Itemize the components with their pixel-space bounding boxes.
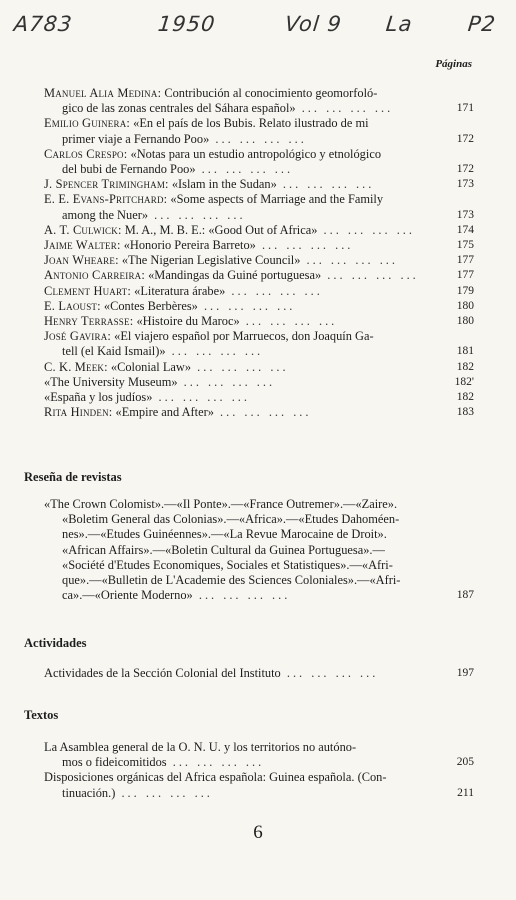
entry-title-line: «Mandingas da Guiné portuguesa»: [148, 268, 322, 283]
entry-author: E. E. Evans-Pritchard:: [44, 192, 168, 207]
toc-entry: [44, 284, 474, 299]
section-heading-actividades: Actividades: [24, 636, 87, 650]
entry-author: Clement Huart:: [44, 283, 132, 298]
entry-title-line: nes».—«Etudes Guinéennes».—«La Revue Marocaine de Droit».: [62, 527, 387, 542]
toc-entry: [44, 390, 474, 405]
entry-page-number: 180: [456, 315, 474, 328]
leader-dots: ... ... ... ...: [300, 253, 398, 268]
handwritten-annotation: [0, 6, 516, 46]
entry-title-line: «The University Museum»: [44, 374, 178, 389]
leader-dots: ... ... ... ...: [276, 177, 375, 192]
entry-author: E. Laoust:: [44, 298, 101, 313]
entry-title-line: mos o fideicomitidos: [62, 755, 167, 770]
entry-page-number: 197: [456, 667, 474, 679]
page-number: 6: [253, 822, 263, 843]
toc-entry: [44, 116, 474, 146]
entry-author: Rita Hinden:: [44, 405, 113, 420]
leader-dots: ... ... ... ...: [192, 588, 291, 603]
entry-title-line: «El viajero español por Marruecos, don Joaquín Ga-: [114, 329, 374, 344]
entry-page-number: 172: [456, 132, 474, 145]
textos-block: [44, 740, 474, 801]
leader-dots: ... ... ... ...: [280, 666, 379, 680]
entry-title-line: «Contes Berbères»: [103, 298, 198, 313]
leader-dots: ... ... ... ...: [213, 405, 312, 420]
entry-title-line: del bubi de Fernando Poo»: [62, 162, 196, 177]
entry-title-line: «The Nigerian Legislative Council»: [121, 253, 301, 268]
entry-title-line: tell (el Kaid Ismail)»: [62, 344, 166, 359]
entry-page-number: 205: [456, 756, 474, 769]
entry-page-number: 173: [456, 208, 474, 221]
resena-block: [44, 497, 474, 603]
entry-page-number: 187: [456, 589, 474, 602]
leader-dots: ... ... ... ...: [295, 101, 394, 116]
handwritten-note: La: [384, 12, 414, 36]
entry-page-number: 182: [456, 391, 474, 404]
section-heading-textos: Textos: [24, 708, 59, 722]
handwritten-note: Vol 9: [283, 12, 344, 36]
entry-title-line: Contribución al conocimiento geomorfoló-: [164, 86, 378, 100]
entry-author: A. T. Culwick:: [44, 222, 122, 237]
entry-title-line: «Histoire du Maroc»: [136, 314, 240, 329]
entry-title-line: Actividades de la Sección Colonial del Instituto: [44, 666, 281, 680]
entry-title-line: «España y los judíos»: [44, 390, 153, 405]
toc-entry: [44, 497, 474, 603]
toc-entry: [44, 329, 474, 359]
leader-dots: ... ... ... ...: [152, 390, 250, 405]
toc-entry: [44, 740, 474, 770]
entry-title-line: «Islam in the Sudan»: [171, 177, 277, 192]
toc-entry: [44, 375, 474, 390]
toc-entry: [44, 177, 474, 192]
entry-title-line: tinuación.): [62, 785, 116, 800]
entry-title-line: «Empire and After»: [115, 405, 214, 420]
entry-page-number: 179: [456, 284, 474, 297]
toc-entry: [44, 314, 474, 329]
entry-author: Jaime Walter:: [44, 238, 121, 253]
entry-title-line: que».—«Bulletin de L'Academie des Sciences Coloniales».—«Afri-: [62, 573, 401, 588]
entry-author: C. K. Meek:: [44, 359, 108, 374]
handwritten-note: 1950: [156, 12, 217, 36]
toc-entry: [44, 253, 474, 268]
toc-entry: [44, 86, 474, 116]
entry-page-number: 175: [456, 239, 474, 252]
entry-title-line: «Honorio Pereira Barreto»: [123, 238, 256, 253]
entry-author: Henry Terrasse:: [44, 314, 134, 329]
entry-title-line: «Société d'Etudes Economiques, Sociales et Statistiques».—«Afri-: [62, 557, 393, 572]
leader-dots: ... ... ... ...: [165, 344, 264, 359]
entry-title-line: among the Nuer»: [62, 207, 149, 222]
entry-title-line: «African Affairs».—«Boletin Cultural da Guinea Portuguesa».—: [62, 542, 385, 557]
toc-entry: [44, 360, 474, 375]
section-heading-resena: Reseña de revistas: [24, 470, 122, 484]
actividades-block: [44, 666, 474, 681]
paginas-header: Páginas: [435, 58, 472, 70]
toc-entries: [44, 86, 474, 420]
entry-title-line: primer viaje a Fernando Poo»: [62, 131, 210, 146]
entry-page-number: 172: [456, 163, 474, 176]
leader-dots: ... ... ... ...: [148, 207, 246, 222]
entry-title-line: «En el país de los Bubis. Relato ilustrado de mi: [133, 116, 369, 131]
entry-author: Emilio Guinera:: [44, 116, 131, 131]
leader-dots: ... ... ... ...: [321, 268, 419, 283]
entry-title-line: «Some aspects of Marriage and the Family: [170, 192, 384, 207]
leader-dots: ... ... ... ...: [197, 298, 296, 313]
leader-dots: ... ... ... ...: [166, 755, 265, 770]
leader-dots: ... ... ... ...: [225, 283, 323, 298]
entry-author: Antonio Carreira:: [44, 268, 145, 283]
toc-entry: [44, 192, 474, 222]
toc-entry: [44, 223, 474, 238]
entry-author: J. Spencer Trimingham:: [44, 177, 169, 192]
leader-dots: ... ... ... ...: [239, 314, 338, 329]
entry-title-line: La Asamblea general de la O. N. U. y los territorios no autóno-: [44, 740, 357, 754]
entry-page-number: 183: [456, 406, 474, 419]
entry-page-number: 174: [456, 223, 474, 236]
entry-author: Carlos Crespo:: [44, 146, 128, 161]
entry-title-line: «Literatura árabe»: [134, 283, 226, 298]
entry-title-line: «Colonial Law»: [110, 359, 192, 374]
entry-page-number: 181: [456, 345, 474, 358]
handwritten-note: P2: [466, 12, 498, 36]
entry-author: Manuel Alia Medina:: [44, 86, 162, 100]
entry-page-number: 211: [457, 786, 474, 799]
leader-dots: ... ... ... ...: [209, 131, 307, 146]
toc-entry: [44, 268, 474, 283]
handwritten-note: A783: [12, 12, 74, 36]
entry-page-number: 177: [456, 269, 474, 282]
toc-entry: [44, 405, 474, 420]
toc-entry: [44, 666, 474, 681]
entry-title-line: «Boletim General das Colonias».—«Africa».—«Etudes Dahoméen-: [62, 512, 400, 527]
entry-author: Joan Wheare:: [44, 253, 119, 268]
entry-page-number: 173: [456, 178, 474, 191]
entry-page-number: 182': [454, 375, 474, 388]
toc-entry: [44, 238, 474, 253]
leader-dots: ... ... ... ...: [317, 222, 415, 237]
leader-dots: ... ... ... ...: [191, 359, 289, 374]
leader-dots: ... ... ... ...: [195, 162, 294, 177]
entry-author: José Gavira:: [44, 329, 112, 344]
leader-dots: ... ... ... ...: [115, 785, 213, 800]
entry-title-line: gico de las zonas centrales del Sáhara español»: [62, 101, 296, 116]
toc-entry: [44, 147, 474, 177]
entry-title-line: ca».—«Oriente Moderno»: [62, 588, 193, 603]
entry-title-line: «The Crown Colomist».—«Il Ponte».—«France Outremer».—«Zaire».: [44, 497, 398, 511]
entry-page-number: 177: [456, 254, 474, 267]
toc-entry: [44, 770, 474, 800]
entry-page-number: 182: [456, 360, 474, 373]
leader-dots: ... ... ... ...: [177, 374, 276, 389]
entry-title-line: «Notas para un estudio antropológico y etnológico: [130, 146, 382, 161]
toc-entry: [44, 299, 474, 314]
entry-title-line: Disposiciones orgánicas del Africa española: Guinea española. (Con-: [44, 770, 387, 785]
leader-dots: ... ... ... ...: [255, 238, 354, 253]
entry-page-number: 171: [456, 102, 474, 115]
entry-page-number: 180: [456, 299, 474, 312]
entry-title-line: M. A., M. B. E.: «Good Out of Africa»: [124, 222, 318, 237]
